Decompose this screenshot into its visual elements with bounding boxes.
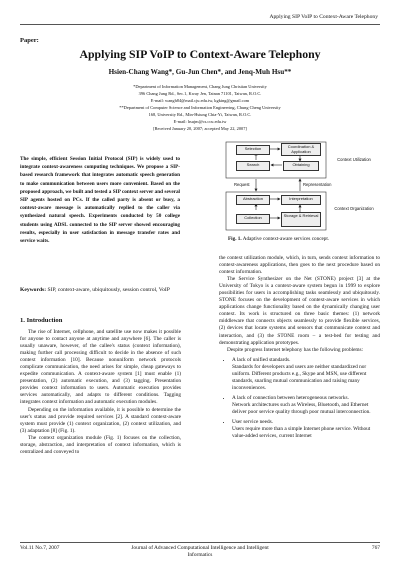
paragraph: Despite progress Internet telephony has the following problems: [227,346,364,353]
list-item-title: A lack of connection between heterogeneous networks. [232,394,349,401]
section-heading: 1. Introduction [20,317,63,324]
affiliation-line: E-mail: wangh84@mail.cju.edu.tw, kgking@gmail.com [150,98,250,103]
list-item [232,395,380,416]
representation-label: Representation [303,182,332,187]
problem-list [219,357,380,441]
context-utilization-label: Context Utilization [337,157,371,162]
affiliation-line: E-mail: hsujm@cs.ccu.edu.tw [173,119,227,124]
keywords-label: Keywords: [20,287,47,293]
list-item-description: Network architectures such as Wireless, Bluetooth, and Ethernet deliver poor service quality through poor mutual interconnection. [232,401,371,415]
collection-box: Collection [236,214,270,224]
running-head: Applying SIP VoIP to Context-Aware Telephony [269,14,378,20]
footer-volume: Vol.11 No.7, 2007 [20,545,60,551]
abstract: The simple, efficient Session Initial Protocol (SIP) is widely used to integrate context-awareness computing techniques. We propose a SIP-based research framework that integrates automatic speech generation to make communication between users more convenient. Based on the proposed approach, we built and tested a SIP context server and several SIP agents hosted on PCs. If the called party is absent or busy, a context-aware message is automatically replied to the caller via synthesized natural speech. Experiments conducted by 50 college students using ADSL connected to the SIP server showed encouraging results, especially in user satisfaction in message transfer rates and service waits. [20,156,180,245]
paragraph: The rise of Internet, cellphone, and satellite use now makes it possible for anyone to contact anyone at anytime and anywhere [6]. The caller is usually unaware, however, of the callee's status (context information), making further call processing difficult to decide in the absence of such context information [10]. Because nonuniform network protocols complicate communication, the need arises for simple, cheap gateways to expedite communication. A context-aware system [1] must enable (1) presentation, (2) automatic execution, and (3) tagging. Presentation provides context information to users. Automatic execution provides services automatically, and adapts to different conditions. Tagging integrates context information and automatic execution modules. [20,329,181,406]
figure-caption [228,236,329,242]
list-item-description: Standards for developers and users are neither standardized nor uniform. Different products e.g., Skype and MSN, use different standards, snarling mutual communication and raising many inconveniences. [232,363,367,391]
figure-1-diagram [222,140,380,232]
storage-box: Storage & Retrieval [281,212,321,227]
right-column-body [219,255,380,443]
footer-rule [20,542,380,543]
footer-journal: Journal of Advanced Computational Intelligence and Intelligent Informatics [131,545,269,558]
keywords [20,286,180,294]
list-item [232,357,380,392]
list-item [232,419,380,440]
affiliation-line: *Department of Information Management, Chang Jung Christian University [133,84,267,89]
search-box: Search [236,161,270,171]
left-column-body [20,329,181,456]
selection-box: Selection [236,145,270,155]
paper-title: Applying SIP VoIP to Context-Aware Telephony [79,47,321,61]
paragraph: the context utilization module, which, in turn, sends context information to context-awareness applications, then goes to the next procedure based on context information. [219,255,380,276]
author-list: Hsien-Chang Wang*, Gu-Jun Chen*, and Jenq-Muh Hsu** [108,68,292,76]
paragraph: Depending on the information available, it is possible to determine the user's status and provide required services [2]. A standard context-aware system must provide (1) context organization, (2) context utilization, and (3) adaptation [8] (Fig. 1). [20,406,181,434]
article-type: Paper: [20,37,39,44]
affiliation-line: 168, University Rd., Min-Hsiung Chia-Yi, Taiwan, R.O.C. [148,112,252,117]
coordination-box: Coordination & Application [281,143,321,156]
context-organization-label: Context Organization [334,206,374,211]
list-item-title: User service needs. [232,419,274,426]
request-label: Request [234,182,250,187]
received-dates: [Received January 20, 2007; accepted May 22, 2007] [153,126,247,131]
figure-caption-label: Fig. 1. [228,236,242,242]
affiliation-line: 396 Chang Jung Rd., Sec.1, Kway Jen, Tainan 71101, Taiwan, R.O.C. [138,91,262,96]
page-number: 767 [371,545,380,551]
obtaining-box: Obtaining [283,161,319,171]
list-item-title: A lack of unified standards. [232,356,291,363]
figure-caption-text: Adaptive context-aware services concept. [242,236,330,242]
paragraph: The context organization module (Fig. 1) focuses on the collection, storage, abstraction, and interpretation of context information, which is centralized and conveyed to [20,434,181,455]
header-rule [20,24,380,25]
affiliation-line: **Department of Computer Science and Information Engineering, Chung Cheng University [119,105,281,110]
list-item-description: Users require more than a simple Internet phone service. Without value-added services, current Internet [232,426,371,440]
interpretation-box: Interpretation [281,195,321,205]
abstraction-box: Abstraction [236,195,270,205]
keywords-text: SIP, context-aware, ubiquitously, session control, VoIP [47,287,170,293]
paragraph: The Service Synthesizer on the Net (STONE) project [3] at the University of Tokyo is a context-aware system begun in 1999 to explore possibilities for users in accomplishing tasks seamlessly and ubiquitously. STONE focuses on the development of context-aware services in which applications change functionality based on the dynamically changing user context. Its work is structured on three basic themes: (1) network middleware that connects objects seamlessly to provide flexible services, (2) devices that locate systems and sensors that communicate context and interaction, and (3) the STONE room – a test-bed for testing and demonstrating application prototypes. [219,276,380,346]
